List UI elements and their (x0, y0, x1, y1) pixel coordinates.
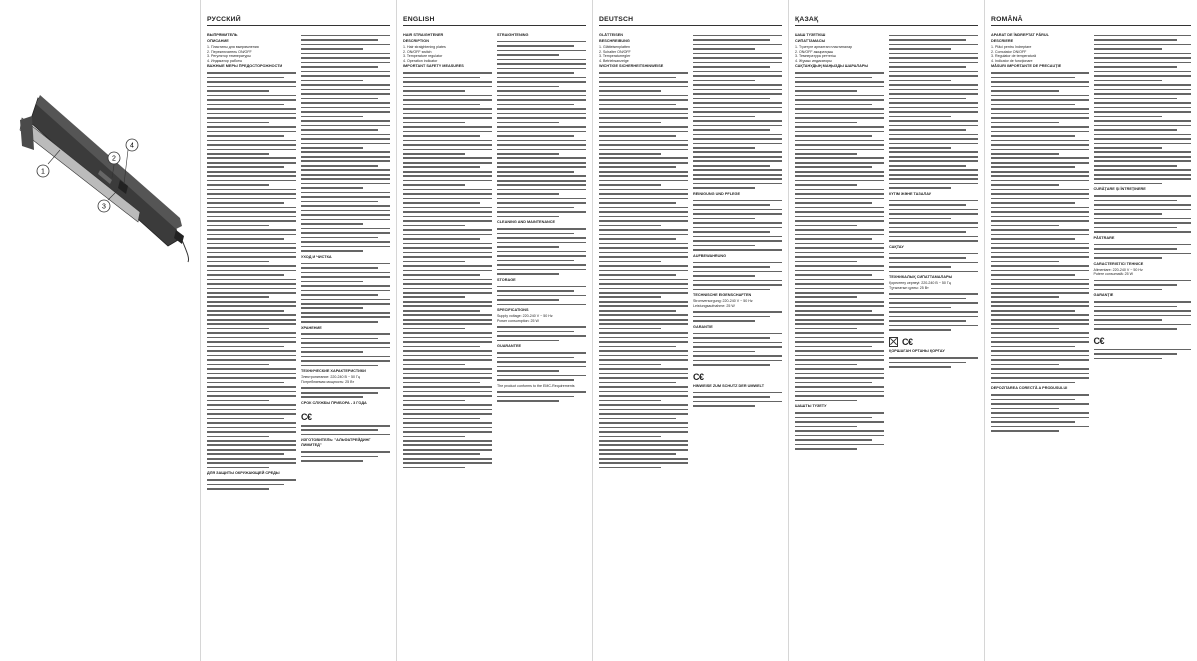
parts-item: 2. Переключатель ON/OFF (207, 49, 252, 54)
svg-text:2: 2 (112, 155, 116, 163)
spec-voltage: Электропитание: 220-240 В ~ 50 Гц (301, 375, 361, 380)
page-romanian (984, 0, 1197, 661)
text-lines (991, 394, 1089, 431)
care-heading: УХОД И ЧИСТКА (301, 254, 332, 259)
text-lines (497, 286, 586, 306)
text-lines (693, 333, 782, 366)
text-lines (889, 253, 978, 273)
parts-item: 4. Operation indicator (403, 58, 438, 63)
parts-item: 3. Regulator de temperatură (991, 54, 1036, 59)
spec-power: Потребляемая мощность: 25 Вт (301, 379, 355, 384)
text-lines (497, 228, 586, 274)
parts-item: 4. Жұмыс индикаторы (795, 58, 832, 63)
column-right (497, 32, 586, 471)
safety-heading: IMPORTANT SAFETY MEASURES (403, 64, 464, 69)
emc-note: The product conforms to the EMC-Requirements (497, 383, 575, 388)
product-heading: ВЫПРЯМИТЕЛЬ (207, 33, 238, 37)
storage-heading: ХРАНЕНИЕ (301, 325, 322, 330)
description-heading: ОПИСАНИЕ (207, 39, 229, 43)
text-lines (403, 72, 492, 468)
parts-item: 3. Temperaturregler (599, 54, 631, 59)
product-heading: HAIR STRAIGHTENER (403, 33, 444, 37)
ce-mark-icon: C€ (1093, 335, 1105, 346)
text-lines (889, 293, 978, 330)
product-heading: ШАШ ТҮЗЕТКІШ (795, 33, 826, 37)
storage-heading: САҚТАУ (889, 244, 904, 249)
service-life: СРОК СЛУЖБЫ ПРИБОРА - 3 ГОДА (301, 401, 367, 406)
parts-item: 2. ON/OFF switch (403, 49, 432, 54)
text-lines (693, 200, 782, 251)
column-left (991, 32, 1089, 435)
text-lines (1094, 244, 1192, 259)
safety-heading: САҚТАНУДЫҢ МАҢЫЗДЫ ШАРАЛАРЫ (795, 64, 869, 69)
svg-text:4: 4 (130, 142, 134, 150)
ce-mark-icon: C€ (301, 412, 312, 423)
text-lines (1094, 301, 1192, 330)
cleaning-heading: КҮТІМ ЖӘНЕ ТАЗАЛАУ (889, 191, 932, 196)
parts-item: 3. Температура реттегіш (795, 54, 836, 59)
column-left (207, 32, 296, 493)
description-heading: BESCHREIBUNG (599, 39, 630, 43)
page-title: ROMÂNĂ (991, 16, 1191, 26)
text-lines (693, 392, 782, 407)
description-heading: СИПАТТАМАСЫ (795, 39, 826, 43)
specs-heading: SPECIFICATIONS (497, 308, 529, 313)
text-lines (693, 262, 782, 291)
straightening-heading: STRAIGHTENING (497, 33, 529, 37)
description-heading: DESCRIPTION (403, 39, 429, 43)
page-russian (200, 0, 396, 661)
column-right (889, 32, 978, 453)
spec-voltage: Қоректену кернеуі: 220-240 В ~ 50 Гц (889, 281, 951, 286)
spec-power: Putere consumată: 25 W (1093, 272, 1134, 277)
safety-heading: ВАЖНЫЕ МЕРЫ ПРЕДОСТОРОЖНОСТИ (207, 64, 283, 69)
text-lines (991, 72, 1089, 383)
parts-item: 1. Пластины для выпрямления (207, 45, 259, 49)
cleaning-heading: CURĂŢARE ŞI ÎNTREŢINERE (1093, 187, 1146, 192)
column-right (301, 32, 390, 493)
specs-heading: TECHNISCHE EIGENSCHAFTEN (693, 293, 752, 298)
text-lines (599, 72, 688, 468)
svg-text:3: 3 (102, 203, 106, 211)
straightener-illustration (0, 0, 200, 661)
text-lines (207, 479, 296, 490)
text-lines (889, 357, 978, 368)
parts-item: 4. Индикатор работы (207, 58, 243, 63)
specs-heading: CARACTERISTICI TEHNICE (1093, 261, 1144, 266)
text-lines (693, 35, 782, 189)
guarantee-heading: GARANTIE (693, 324, 713, 329)
cleaning-heading: CLEANING AND MAINTENANCE (497, 220, 556, 225)
ce-mark-icon: C€ (889, 337, 978, 348)
straightening-heading: ШАШТЫ ТҮЗЕТУ (795, 404, 827, 409)
page-title: РУССКИЙ (207, 16, 390, 26)
column-left (403, 32, 492, 471)
cleaning-heading: REINIGUNG UND PFLEGE (693, 191, 741, 196)
parts-item: 2. ON/OFF ажыратқыш (795, 49, 834, 54)
text-lines (497, 391, 586, 402)
text-lines (207, 72, 296, 468)
parts-item: 3. Temperature regulator (403, 54, 443, 59)
text-lines (497, 41, 586, 217)
spec-voltage: Alimentare: 220-240 V ~ 50 Hz (1093, 267, 1143, 272)
text-lines (1094, 280, 1192, 291)
parts-item: 1. Түзетуге арналған пластиналар (795, 45, 853, 49)
spec-voltage: Stromversorgung: 220-240 V ~ 50 Hz (693, 299, 753, 304)
storage-section-heading: DEPOZITAREA CORECTĂ A PRODUSULUI (991, 386, 1068, 391)
safety-heading: MĂSURI IMPORTANTE DE PRECAUŢIE (991, 64, 1062, 69)
text-lines (497, 326, 586, 341)
guarantee-heading: GARANŢIE (1093, 293, 1114, 298)
parts-item: 2. Comutator ON/OFF (991, 49, 1027, 54)
page-english (396, 0, 592, 661)
environment-heading: ҚОРШАҒАН ОРТАНЫ ҚОРҒАУ (889, 349, 945, 354)
text-lines (301, 451, 390, 462)
storage-heading: AUFBEWAHRUNG (693, 253, 727, 258)
product-heading: GLÄTTEISEN (599, 33, 624, 37)
text-lines (497, 352, 586, 381)
manufacturer: ИЗГОТОВИТЕЛЬ: "АЛЬФАТРЕЙДИНГ ЛИМИТЕД" (301, 438, 371, 448)
text-lines (795, 412, 884, 449)
page-title: ENGLISH (403, 16, 586, 26)
parts-item: 1. Plăci pentru îndreptare (991, 45, 1032, 49)
storage-heading: PĂSTRARE (1093, 235, 1115, 240)
text-lines (693, 311, 782, 322)
column-left (599, 32, 688, 471)
guarantee-heading: GUARANTEE (497, 344, 522, 349)
text-lines (1094, 349, 1192, 360)
environment-heading: ДЛЯ ЗАЩИТЫ ОКРУЖАЮЩЕЙ СРЕДЫ (207, 471, 280, 476)
product-heading: APARAT DE ÎNDREPTAT PĂRUL (991, 33, 1049, 37)
parts-item: 1. Hair straightening plates (403, 45, 446, 49)
text-lines (301, 387, 390, 398)
ce-mark-icon: C€ (693, 371, 704, 382)
description-heading: DESCRIERE (991, 39, 1014, 43)
text-lines (795, 72, 884, 401)
parts-item: 4. Betriebsanzeige (599, 58, 629, 63)
page-title: DEUTSCH (599, 16, 782, 26)
text-lines (301, 263, 390, 323)
text-lines (301, 35, 390, 252)
page-kazakh (788, 0, 984, 661)
spec-power: Leistungsaufnahme: 25 W (693, 303, 735, 308)
text-lines (301, 425, 390, 436)
recycle-bin-icon (889, 337, 898, 347)
page-german (592, 0, 788, 661)
specs-heading: ТЕХНИКАЛЫҚ СИПАТТАМАЛАРЫ (889, 275, 953, 280)
text-lines (889, 200, 978, 242)
callout-1 (37, 150, 60, 177)
storage-heading: STORAGE (497, 277, 516, 282)
text-lines (301, 333, 390, 366)
straightener-drawing (20, 95, 189, 262)
parts-item: 2. Schalter ON/OFF (599, 49, 631, 54)
text-lines (1094, 195, 1192, 232)
text-lines (1094, 35, 1192, 185)
text-lines (889, 35, 978, 189)
spec-power: Тұтынатын қуаты: 25 Вт (889, 285, 929, 290)
page-title: ҚАЗАҚ (795, 16, 978, 26)
environment-heading: HINWEISE ZUM SCHUTZ DER UMWELT (693, 383, 765, 388)
parts-item: 1. Glätteisenplatten (599, 45, 630, 49)
column-left (795, 32, 884, 453)
column-right (1094, 32, 1192, 435)
specs-heading: ТЕХНИЧЕСКИЕ ХАРАКТЕРИСТИКИ (301, 369, 366, 374)
parts-item: 3. Регулятор температуры (207, 54, 251, 59)
safety-heading: WICHTIGE SICHERHEITSHINWEISE (599, 64, 664, 69)
spec-voltage: Supply voltage: 220-240 V ~ 50 Hz (497, 314, 553, 319)
column-right (693, 32, 782, 471)
svg-text:1: 1 (41, 168, 45, 176)
spec-power: Power consumption: 25 W (497, 318, 539, 323)
parts-item: 4. Indicator de funcţionare (991, 58, 1033, 63)
